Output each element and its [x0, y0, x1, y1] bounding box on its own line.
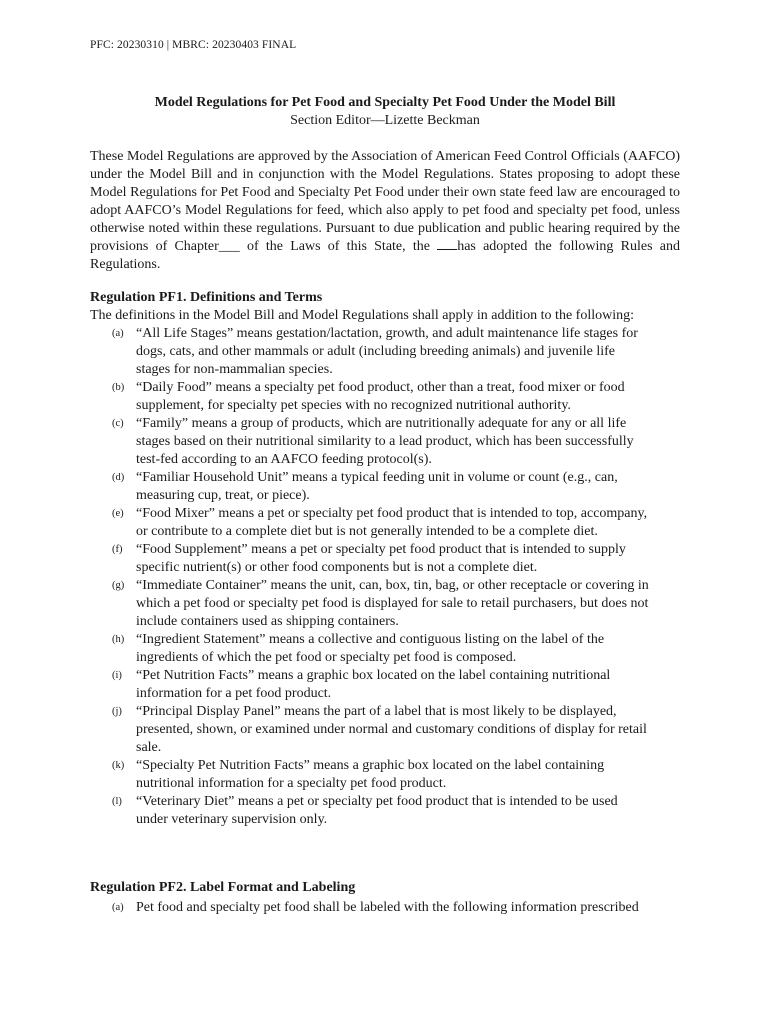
definition-letter: (j) — [112, 706, 122, 717]
definition-letter: (l) — [112, 796, 122, 807]
intro-text-part2: has adopted the following Rules and Regulations. — [90, 239, 680, 272]
definition-text: “Food Supplement” means a pet or specialty pet food product that is intended to supply specific nutrient(s) or other food components but is not a complete diet. — [136, 542, 626, 575]
definition-item — [90, 757, 650, 793]
definition-item — [90, 703, 650, 757]
definition-letter: (d) — [112, 472, 125, 483]
definitions-list — [90, 325, 650, 829]
definition-item — [90, 577, 650, 631]
pf1-heading: Regulation PF1. Definitions and Terms — [90, 290, 323, 305]
pf2-heading: Regulation PF2. Label Format and Labeling — [90, 880, 356, 895]
definition-letter: (k) — [112, 760, 125, 771]
definition-letter: (g) — [112, 580, 125, 591]
section-editor: Section Editor—Lizette Beckman — [290, 113, 480, 128]
definition-letter: (b) — [112, 382, 125, 393]
definition-letter: (f) — [112, 544, 123, 555]
definition-letter: (h) — [112, 634, 125, 645]
intro-paragraph — [90, 148, 680, 274]
definition-text: “Daily Food” means a specialty pet food product, other than a treat, food mixer or food supplement, for specialty pet species with no recognized nutritional authority. — [136, 380, 625, 413]
definition-text: “Specialty Pet Nutrition Facts” means a graphic box located on the label containing nutritional information for a specialty pet food product. — [136, 758, 605, 791]
definition-item — [90, 793, 650, 829]
definition-text: “Pet Nutrition Facts” means a graphic box located on the label containing nutritional information for a pet food product. — [136, 668, 611, 701]
definition-text: “Veterinary Diet” means a pet or specialty pet food product that is intended to be used under veterinary supervision only. — [136, 794, 618, 827]
definition-item — [90, 631, 650, 667]
definition-text: “Family” means a group of products, which are nutritionally adequate for any or all life stages based on their nutritional similarity to a lead product, which has been successfully test-fed according to an AAFCO feeding protocol(s). — [136, 416, 634, 467]
definition-text: “Immediate Container” means the unit, can, box, tin, bag, or other receptacle or covering in which a pet food or specialty pet food is displayed for sale to retail purchasers, but does not include containers used as shipping containers. — [136, 578, 649, 629]
blank-underline — [437, 238, 457, 250]
pf2-item-a-text: Pet food and specialty pet food shall be labeled with the following information prescribed — [136, 900, 639, 915]
definition-text: “Familiar Household Unit” means a typical feeding unit in volume or count (e.g., can, measuring cup, treat, or piece). — [136, 470, 618, 503]
definition-letter: (e) — [112, 508, 124, 519]
definition-letter: (a) — [112, 328, 124, 339]
definition-item — [90, 667, 650, 703]
definition-item — [90, 415, 650, 469]
definition-text: “Food Mixer” means a pet or specialty pet food product that is intended to top, accompany, or contribute to a complete diet but is not generally intended to be a complete diet. — [136, 506, 648, 539]
definition-text: “All Life Stages” means gestation/lactation, growth, and adult maintenance life stages for dogs, cats, and other mammals or adult (including breeding animals) and juvenile life stages for non-mammalian species. — [136, 326, 638, 377]
document-title: Model Regulations for Pet Food and Specialty Pet Food Under the Model Bill — [154, 95, 616, 110]
definition-text: “Ingredient Statement” means a collective and contiguous listing on the label of the ingredients of which the pet food or specialty pet food is composed. — [136, 632, 605, 665]
pf2-item-a — [90, 899, 690, 917]
definition-item — [90, 541, 650, 577]
definition-text: “Principal Display Panel” means the part of a label that is most likely to be displayed, presented, shown, or examined under normal and customary conditions of display for retail sale. — [136, 704, 647, 755]
definition-item — [90, 379, 650, 415]
pf2-item-a-letter: (a) — [112, 902, 124, 913]
page-header: PFC: 20230310 | MBRC: 20230403 FINAL — [90, 39, 297, 51]
intro-text-part1: These Model Regulations are approved by the Association of American Feed Control Officials (AAFCO) under the Model Bill and in conjunction with the Model Regulations. States proposing to adopt these Model Regulations for Pet Food and Specialty Pet Food under their own state feed law are encouraged to adopt AAFCO’s Model Regulations for feed, which also apply to pet food and specialty pet food, unless otherwise noted within these regulations. Pursuant to due publication and public hearing required by the provisions of Chapter___ of the Laws of this State, the — [90, 149, 680, 254]
definition-letter: (c) — [112, 418, 124, 429]
pf1-lead: The definitions in the Model Bill and Model Regulations shall apply in addition to the following: — [90, 308, 634, 323]
definition-letter: (i) — [112, 670, 122, 681]
definition-item — [90, 325, 650, 379]
definition-item — [90, 505, 650, 541]
definition-item — [90, 469, 650, 505]
